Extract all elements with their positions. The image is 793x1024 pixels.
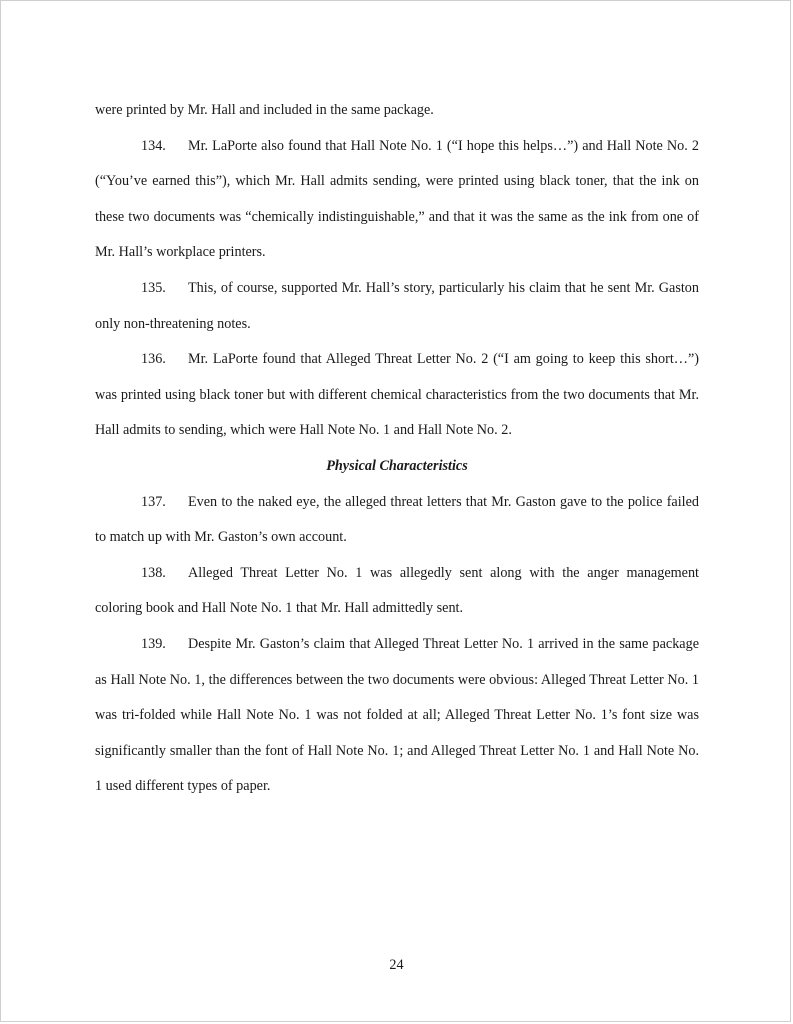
paragraph-text: Mr. LaPorte also found that Hall Note No. 1 (“I hope this helps…”) and Hall Note No. 2 (“You’ve earned this”), which Mr. Hall admits sending, were printed using black toner, that the ink on these two documents was “chemically indistinguishable,” and that it was the same as the ink from one of Mr. Hall’s workplace printers.	[95, 137, 699, 261]
paragraph-137	[95, 485, 699, 556]
paragraph-number: 138.	[141, 564, 166, 581]
paragraph-text: Alleged Threat Letter No. 1 was allegedly sent along with the anger management coloring book and Hall Note No. 1 that Mr. Hall admittedly sent.	[95, 564, 699, 617]
paragraph-text: Mr. LaPorte found that Alleged Threat Letter No. 2 (“I am going to keep this short…”) was printed using black toner but with different chemical characteristics from the two documents that Mr. Hall admits to sending, which were Hall Note No. 1 and Hall Note No. 2.	[95, 351, 699, 439]
paragraph-number: 134.	[141, 137, 166, 154]
paragraph-138	[95, 556, 699, 627]
continuation-paragraph: were printed by Mr. Hall and included in the same package.	[95, 102, 434, 118]
paragraph-text: This, of course, supported Mr. Hall’s story, particularly his claim that he sent Mr. Gaston only non-threatening notes.	[95, 279, 699, 332]
paragraph-135	[95, 271, 699, 342]
paragraph-136	[95, 342, 699, 449]
paragraph-text: Despite Mr. Gaston’s claim that Alleged Threat Letter No. 1 arrived in the same package as Hall Note No. 1, the differences between the two documents were obvious: Alleged Threat Letter No. 1 was tri-folded while Hall Note No. 1 was not folded at all; Alleged Threat Letter No. 1’s font size was significantly smaller than the font of Hall Note No. 1; and Alleged Threat Letter No. 1 and Hall Note No. 1 used different types of paper.	[95, 635, 699, 795]
section-heading: Physical Characteristics	[326, 457, 468, 474]
paragraph-134	[95, 129, 699, 271]
paragraph-139	[95, 627, 699, 805]
page-number: 24	[389, 957, 404, 973]
paragraph-number: 137.	[141, 493, 166, 510]
document-body	[95, 93, 699, 805]
paragraph-number: 135.	[141, 279, 166, 296]
paragraph-text: Even to the naked eye, the alleged threat letters that Mr. Gaston gave to the police failed to match up with Mr. Gaston’s own account.	[95, 493, 699, 546]
paragraph-number: 139.	[141, 635, 166, 652]
paragraph-number: 136.	[141, 351, 166, 368]
